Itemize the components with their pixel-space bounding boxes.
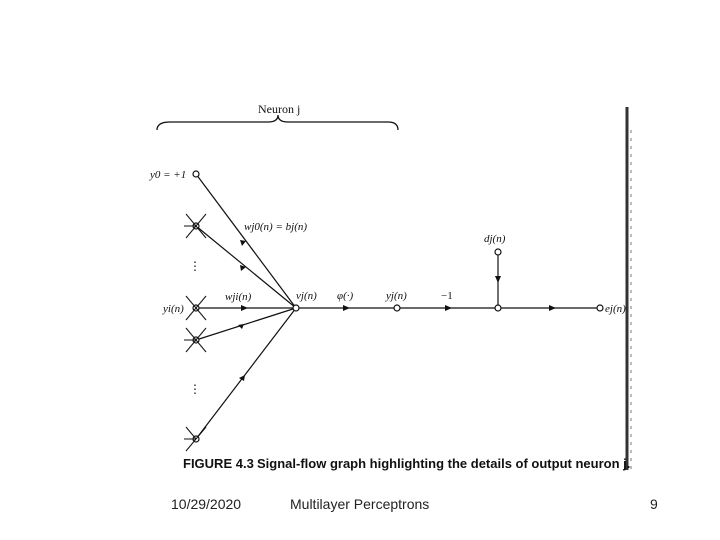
summing-node — [293, 305, 299, 311]
caption-number: FIGURE 4.3 — [183, 456, 254, 471]
error-summing-node — [495, 305, 501, 311]
negation-arrow — [445, 305, 452, 311]
desired-arrow — [495, 276, 501, 283]
output-label: yj(n) — [386, 290, 407, 302]
input-label: yi(n) — [163, 303, 184, 315]
bias-branch-arrow — [240, 240, 246, 246]
brace-label: Neuron j — [258, 102, 301, 116]
bias-weight-label: wj0(n) = bj(n) — [244, 221, 308, 233]
bias-node — [193, 171, 199, 177]
footer-title: Multilayer Perceptrons — [290, 496, 430, 512]
output-node — [394, 305, 400, 311]
error-node — [597, 305, 603, 311]
input-branch-m-arrow — [239, 375, 245, 381]
negation-label: −1 — [441, 290, 453, 302]
ellipsis-upper: ⋮ — [189, 259, 201, 273]
neuron-brace — [157, 115, 398, 130]
input-branch-i-arrow — [241, 305, 248, 311]
input-branch-m — [196, 308, 296, 439]
error-label: ej(n) — [605, 303, 626, 315]
activation-arrow — [343, 305, 350, 311]
error-arrow — [549, 305, 556, 311]
induced-field-label: vj(n) — [296, 290, 317, 302]
caption-text: Signal-flow graph highlighting the details of output neuron j. — [257, 456, 631, 471]
activation-label: φ(·) — [337, 290, 354, 302]
ellipsis-lower: ⋮ — [189, 382, 201, 396]
input-branch-3 — [196, 308, 296, 340]
input-weight-label: wji(n) — [225, 291, 252, 303]
desired-label: dj(n) — [484, 233, 506, 245]
desired-node — [495, 249, 501, 255]
incoming-stubs — [184, 214, 206, 451]
bias-input-label: y0 = +1 — [150, 169, 187, 181]
footer-page-number: 9 — [650, 496, 658, 512]
footer-date: 10/29/2020 — [171, 496, 242, 512]
